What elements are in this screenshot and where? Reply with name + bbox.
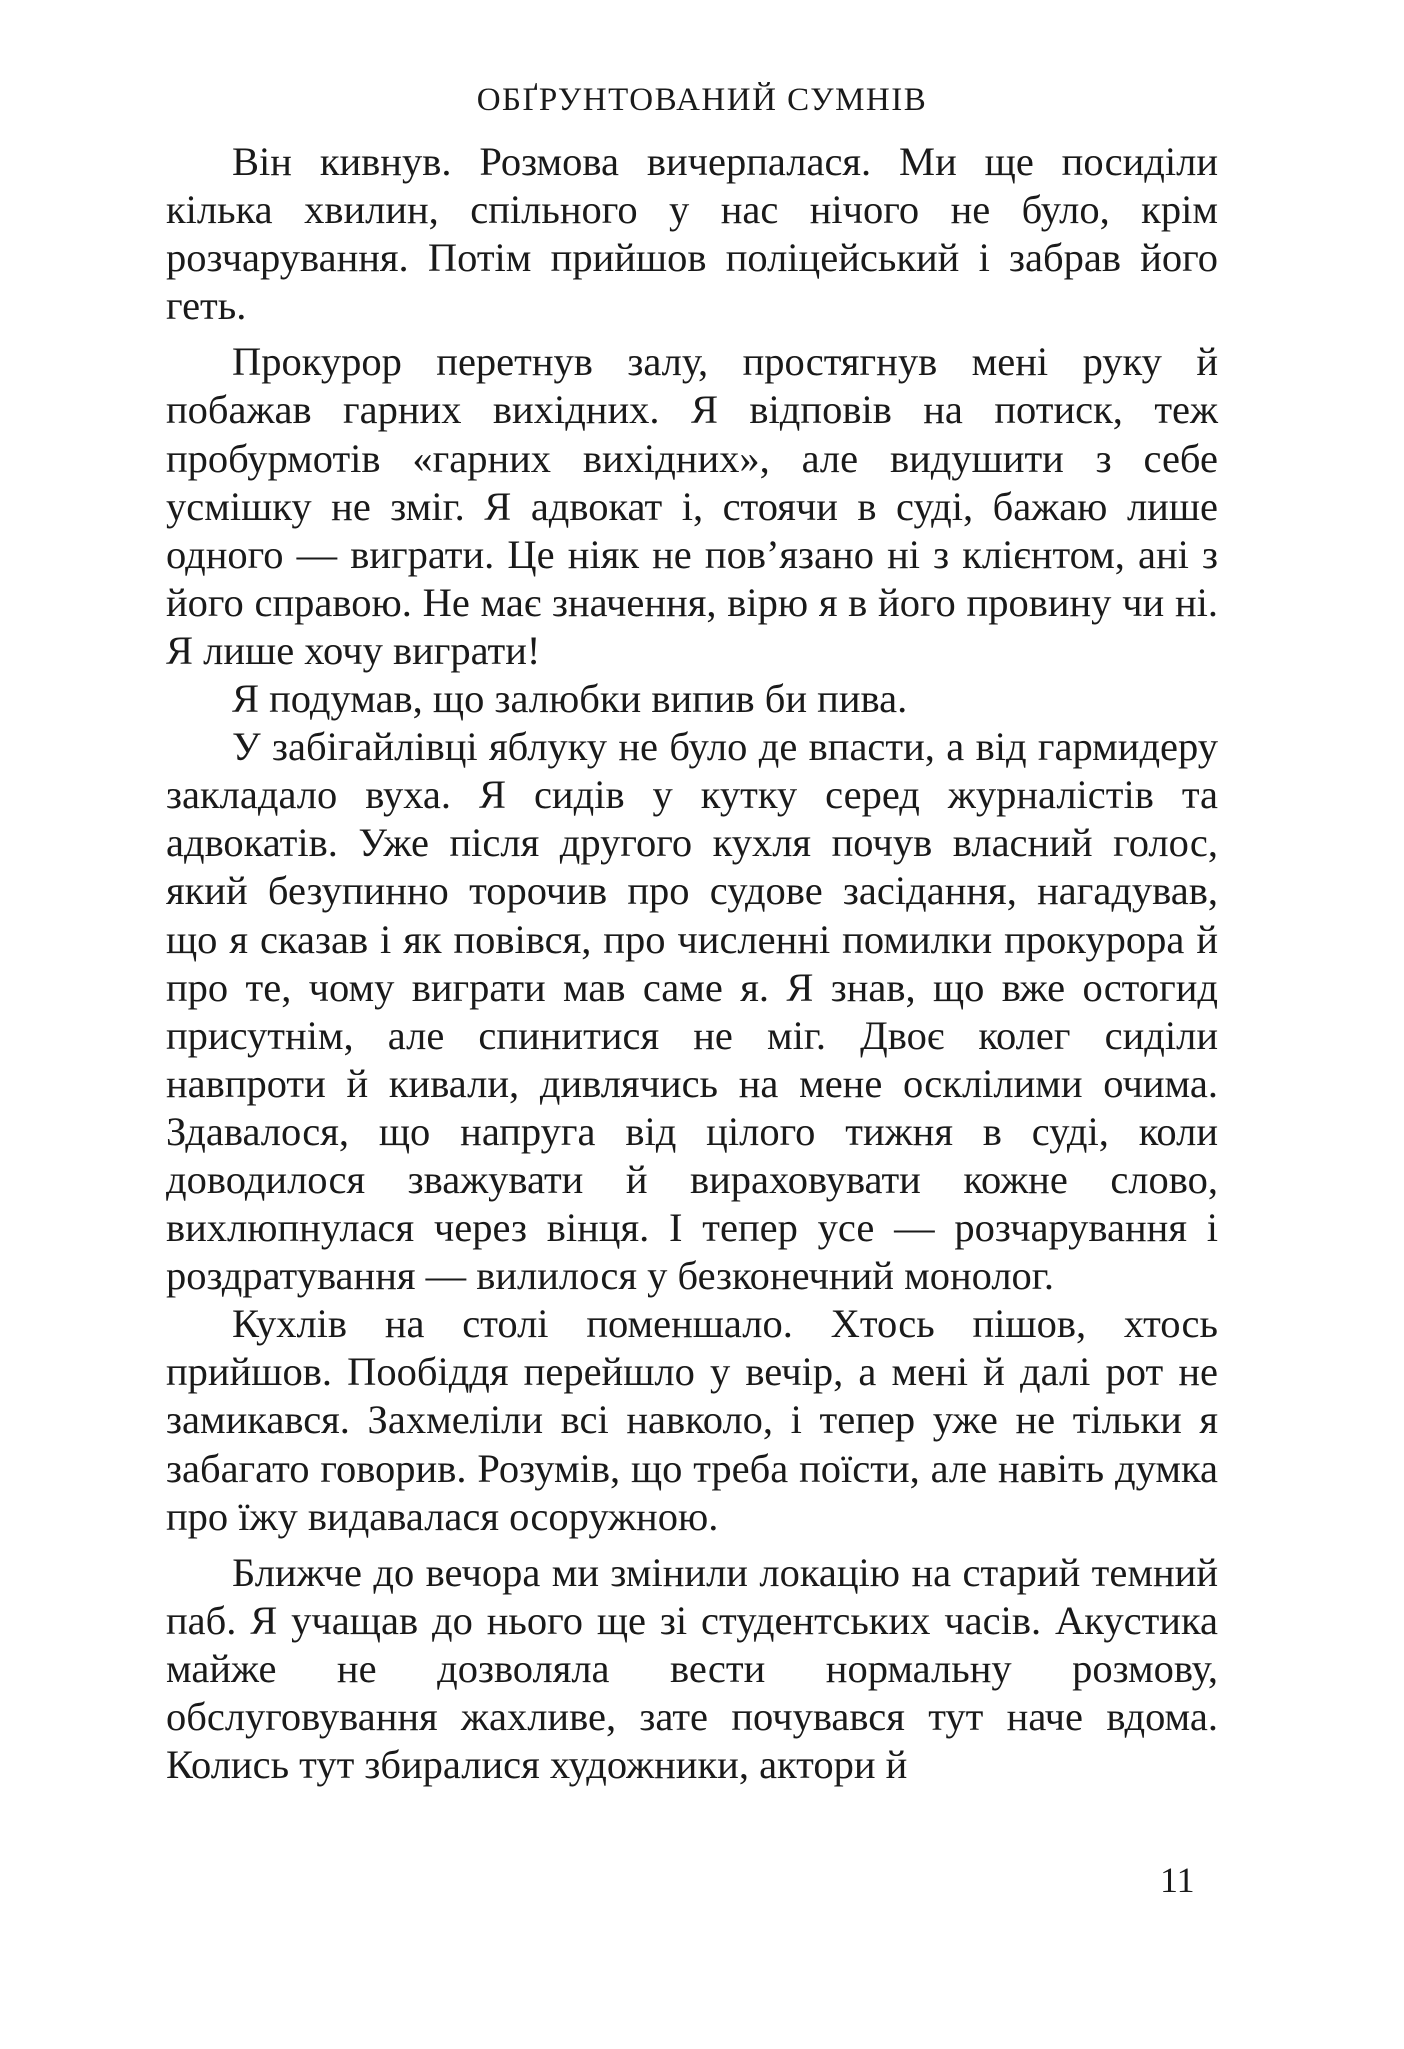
paragraph: Прокурор перетнув залу, простягнув мені руку й побажав гарних вихідних. Я відповів на потиск, теж пробурмотів «гарних вихідних», але видушити з себе усмішку не зміг. Я адвокат і, стоячи в суді, бажаю лише одного — виграти. Це ніяк не пов’язано ні з клієнтом, ані з його справою. Не має значення, вірю я в його провину чи ні. Я лише хочу виграти! xyxy=(166,339,1218,673)
running-head: ОБҐРУНТОВАНИЙ СУМНІВ xyxy=(476,82,928,118)
paragraph: Я подумав, що залюбки випив би пива. xyxy=(232,676,908,722)
paragraph: Ближче до вечора ми змінили локацію на старий темний паб. Я учащав до нього ще зі студентських часів. Акустика майже не дозволяла вести нормальну розмову, обслуговування жахливе, зате почувався тут наче вдома. Колись тут збиралися художники, актори й xyxy=(166,1549,1218,1788)
paragraph: Він кивнув. Розмова вичерпалася. Ми ще посиділи кілька хвилин, спільного у нас нічого не було, крім розчарування. Потім прийшов поліцейський і забрав його геть. xyxy=(166,139,1218,329)
paragraph: У забігайлівці яблуку не було де впасти, а від гармидеру закладало вуха. Я сидів у кутку серед журналістів та адвокатів. Уже після другого кухля почув власний голос, який безупинно торочив про судове засідання, нагадував, що я сказав і як повівся, про численні помилки прокурора й про те, чому виграти мав саме я. Я знав, що вже остогид присутнім, але спинитися не міг. Двоє колег сиділи навпроти й кивали, дивлячись на мене осклілими очима. Здавалося, що напруга від цілого тижня в суді, коли доводилося зважувати й вираховувати кожне слово, вихлюпнулася через вінця. І тепер усе — розчарування і роздратування — вилилося у безконечний монолог. xyxy=(166,724,1218,1299)
page-number: 11 xyxy=(1160,1860,1195,1900)
body-text xyxy=(166,138,1218,1789)
paragraph: Кухлів на столі поменшало. Хтось пішов, хтось прийшов. Пообіддя перейшло у вечір, а мені й далі рот не замикався. Захмеліли всі навколо, і тепер уже не тільки я забагато говорив. Розумів, що треба поїсти, але навіть думка про їжу видавалася осоружною. xyxy=(166,1301,1218,1539)
